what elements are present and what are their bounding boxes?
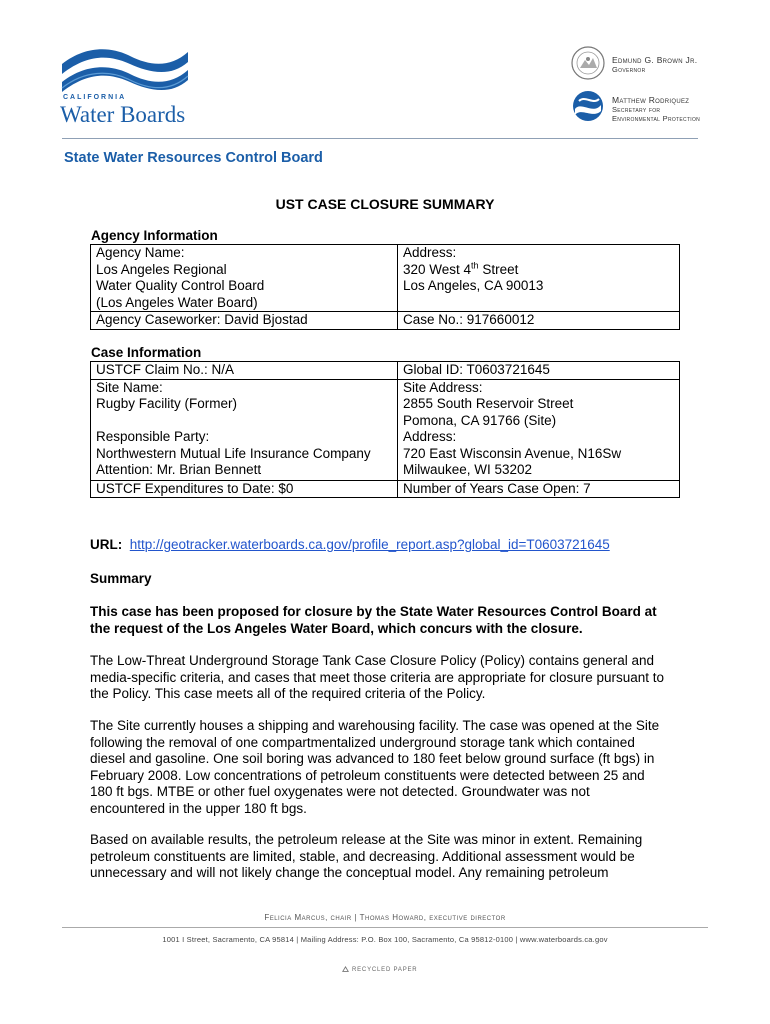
agency-address-label: Address: <box>403 245 457 260</box>
governor-block <box>612 56 697 74</box>
logo-name: Water Boards <box>60 102 186 127</box>
agency-street-suffix: th <box>471 260 479 270</box>
policy-line3: the Policy. This case meets all of the required criteria of the Policy. <box>90 686 486 701</box>
closure-line1: This case has been proposed for closure by the State Water Resources Control Board at <box>90 604 657 619</box>
agency-name-line1: Los Angeles Regional <box>96 261 227 277</box>
url-label: URL: <box>90 537 123 552</box>
agency-name-cell <box>91 245 398 312</box>
secretary-name: Matthew Rodriquez <box>612 95 690 105</box>
site-line3: diesel and gasoline. One soil boring was advanced to 180 feet below ground surface (ft bgs) in <box>90 751 655 766</box>
site-address-line1: 2855 South Reservoir Street <box>403 396 574 411</box>
responsible-party-name: Northwestern Mutual Life Insurance Company <box>96 445 371 461</box>
state-seal-icon <box>571 46 605 80</box>
recycled-paper-label: RECYCLED PAPER <box>352 967 418 973</box>
policy-line1: The Low-Threat Underground Storage Tank Case Closure Policy (Policy) contains general and <box>90 653 655 668</box>
site-line1: The Site currently houses a shipping and warehousing facility. The case was opened at the Site <box>90 718 660 733</box>
agency-address-city: Los Angeles, CA 90013 <box>403 278 544 293</box>
site-address-label: Site Address: <box>403 379 483 395</box>
geotracker-link[interactable]: http://geotracker.waterboards.ca.gov/profile_report.asp?global_id=T0603721645 <box>129 537 610 552</box>
site-line4: February 2008. Low concentrations of petroleum constituents were detected between 25 and <box>90 767 645 783</box>
rp-address-line2: Milwaukee, WI 53202 <box>403 462 533 477</box>
site-paragraph <box>90 718 690 817</box>
agency-name-label: Agency Name: <box>96 245 185 260</box>
recycle-icon <box>341 966 350 975</box>
agency-address-street <box>403 262 674 279</box>
case-section-heading: Case Information <box>91 345 202 360</box>
agency-name-line3: (Los Angeles Water Board) <box>96 294 258 310</box>
agency-name-line2: Water Quality Control Board <box>96 278 265 293</box>
responsible-party-label: Responsible Party: <box>96 429 210 444</box>
policy-line2: media-specific criteria, and cases that meet those criteria are appropriate for closure pursuant to <box>90 669 665 685</box>
responsible-party-attention: Attention: Mr. Brian Bennett <box>96 462 262 477</box>
header-divider <box>62 138 698 139</box>
blank-line <box>96 413 392 430</box>
closure-line2: the request of the Los Angeles Water Board, which concurs with the closure. <box>90 620 583 636</box>
board-name: State Water Resources Control Board <box>64 150 323 166</box>
governor-name: Edmund G. Brown Jr. <box>612 55 698 65</box>
logo-state-label: CALIFORNIA <box>63 94 127 101</box>
years-case-open: Number of Years Case Open: 7 <box>398 480 680 498</box>
policy-paragraph <box>90 653 690 703</box>
results-paragraph <box>90 832 690 882</box>
site-line6: encountered in the upper 180 ft bgs. <box>90 800 307 816</box>
site-address-line2: Pomona, CA 91766 (Site) <box>403 412 557 428</box>
claim-number: USTCF Claim No.: N/A <box>91 362 398 380</box>
environmental-protection-icon <box>571 89 605 123</box>
agency-table <box>90 244 680 330</box>
summary-heading: Summary <box>90 571 152 586</box>
agency-address-cell <box>398 245 680 312</box>
document-title: UST CASE CLOSURE SUMMARY <box>275 196 495 212</box>
agency-street-number: 320 West 4 <box>403 261 472 277</box>
closure-statement <box>90 604 690 637</box>
site-party-cell <box>91 379 398 480</box>
global-id: Global ID: T0603721645 <box>398 362 680 380</box>
secretary-title-line2: Environmental Protection <box>612 114 701 123</box>
agency-street-name: Street <box>478 261 519 277</box>
site-address-cell <box>398 379 680 480</box>
secretary-title-line1: Secretary for <box>612 105 661 114</box>
agency-case-number: Case No.: 917660012 <box>398 312 680 330</box>
ustcf-expenditures: USTCF Expenditures to Date: $0 <box>91 480 398 498</box>
governor-title: Governor <box>612 65 646 74</box>
site-line5: 180 ft bgs. MTBE or other fuel oxygenates were not detected. Groundwater was not <box>90 784 590 799</box>
footer-divider <box>62 927 708 928</box>
rp-address-label: Address: <box>403 429 457 444</box>
agency-section-heading: Agency Information <box>91 228 218 243</box>
footer-address: 1001 I Street, Sacramento, CA 95814 | Mailing Address: P.O. Box 100, Sacramento, Ca 95812-0100 | www.waterboards.ca.gov <box>162 935 608 944</box>
results-line2: petroleum constituents are limited, stable, and decreasing. Additional assessment would be <box>90 848 635 864</box>
site-line2: following the removal of one compartmentalized underground storage tank which contained <box>90 734 635 750</box>
secretary-block <box>612 96 700 123</box>
footer-leadership: Felicia Marcus, chair | Thomas Howard, executive director <box>264 913 506 922</box>
site-name-label: Site Name: <box>96 379 163 395</box>
case-table <box>90 361 680 498</box>
url-line <box>90 537 610 552</box>
results-line3: unnecessary and will not likely change the conceptual model. Any remaining petroleum <box>90 865 609 880</box>
agency-caseworker: Agency Caseworker: David Bjostad <box>91 312 398 330</box>
results-line1: Based on available results, the petroleum release at the Site was minor in extent. Remaining <box>90 832 643 847</box>
rp-address-line1: 720 East Wisconsin Avenue, N16Sw <box>403 445 622 461</box>
site-name: Rugby Facility (Former) <box>96 396 238 411</box>
